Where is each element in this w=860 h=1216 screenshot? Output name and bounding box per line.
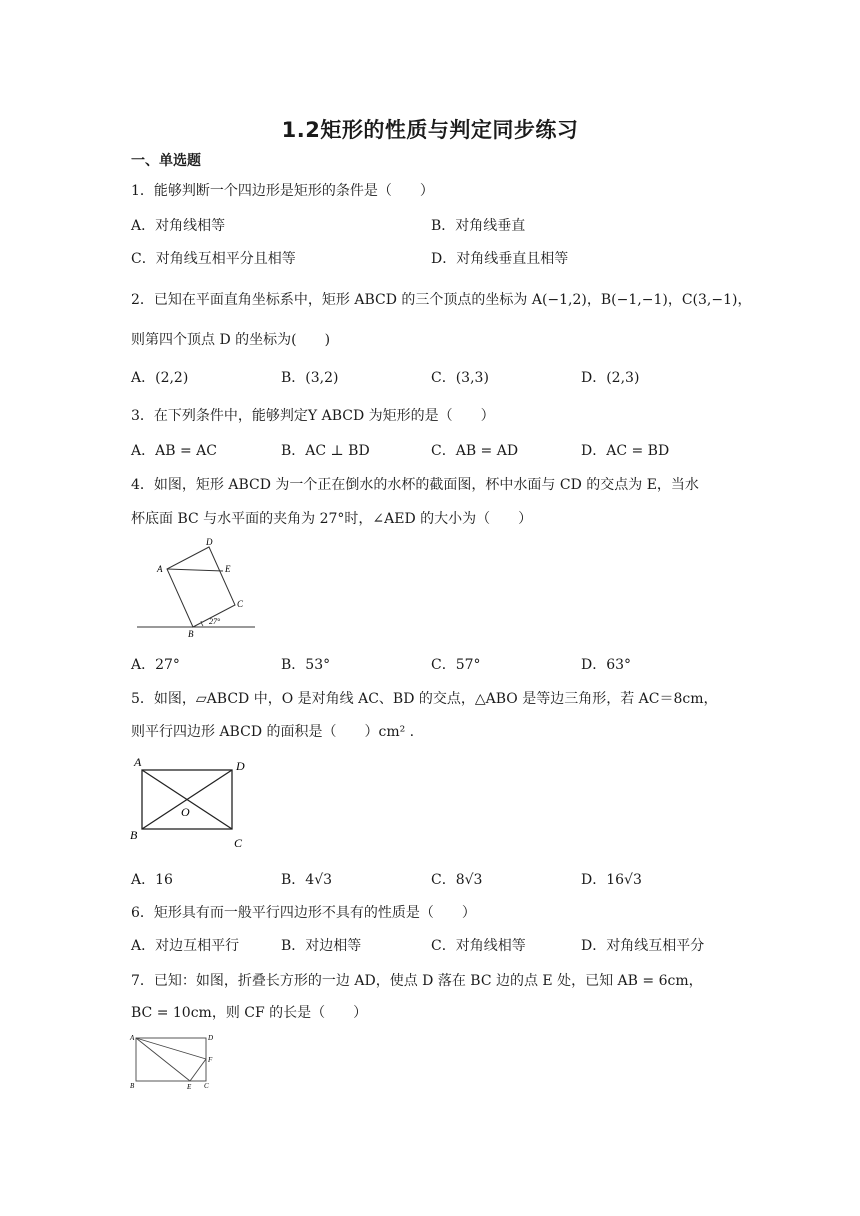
q5-option-a: A．16 [131,872,173,888]
q2-option-c: C．(3,3) [431,370,489,386]
question-1-stem: 1．能够判断一个四边形是矩形的条件是（ ） [131,183,434,199]
q4-option-a: A．27° [131,657,180,673]
question-4-stem-line2: 杯底面 BC 与水平面的夹角为 27°时，∠AED 的大小为（ ） [131,511,533,527]
question-7-stem-line1: 7．已知：如图，折叠长方形的一边 AD，使点 D 落在 BC 边的点 E 处，已知 AB = 6cm， [131,973,703,989]
question-6-stem: 6．矩形具有而一般平行四边形不具有的性质是（ ） [131,905,476,921]
q3-option-b: B．AC ⊥ BD [281,443,370,459]
fig4-label-angle: 27° [209,617,221,626]
question-7-stem-line2: BC = 10cm，则 CF 的长是（ ） [131,1005,368,1021]
fig5-label-o: O [181,805,190,819]
fig7-label-d: D [208,1034,214,1042]
fig5-label-b: B [130,828,138,842]
fig5-label-c: C [234,836,243,850]
q5-option-c: C．8√3 [431,872,483,888]
question-2-stem-line2: 则第四个顶点 D 的坐标为( ) [131,332,331,348]
q3-option-a: A．AB = AC [131,443,217,459]
fig4-label-b: B [188,629,194,639]
q1-option-b: B．对角线垂直 [431,218,526,234]
q4-option-c: C．57° [431,657,481,673]
question-3-stem: 3．在下列条件中，能够判定Y ABCD 为矩形的是（ ） [131,408,495,424]
q6-option-c: C．对角线相等 [431,938,526,954]
fig7-label-b: B [130,1082,135,1090]
fig7-label-c: C [204,1082,209,1090]
fig7-label-e: E [187,1083,192,1091]
question-5-stem-line2: 则平行四边形 ABCD 的面积是（ ）cm² . [131,724,415,740]
question-4-stem-line1: 4．如图，矩形 ABCD 为一个正在倒水的水杯的截面图，杯中水面与 CD 的交点为 E，当水 [131,477,699,493]
q4-option-d: D．63° [581,657,632,673]
q5-option-b: B．4√3 [281,872,333,888]
cup-rectangle-figure [131,535,261,640]
q4-option-b: B．53° [281,657,331,673]
q1-option-d: D．对角线垂直且相等 [431,251,569,267]
fig7-label-a: A [130,1034,135,1042]
parallelogram-figure [128,752,258,852]
q2-option-a: A．(2,2) [131,370,189,386]
q6-option-d: D．对角线互相平分 [581,938,705,954]
question-5-stem-line1: 5．如图，▱ABCD 中，O 是对角线 AC、BD 的交点，△ABO 是等边三角形，若 AC＝8cm， [131,691,718,707]
fig7-label-f: F [208,1056,213,1064]
q6-option-b: B．对边相等 [281,938,362,954]
page-title: 1.2矩形的性质与判定同步练习 [281,118,579,142]
question-2-stem-line1: 2．已知在平面直角坐标系中，矩形 ABCD 的三个顶点的坐标为 A(−1,2)，B(−1,−1)，C(3,−1)， [131,292,752,308]
q2-option-b: B．(3,2) [281,370,339,386]
q3-option-d: D．AC = BD [581,443,670,459]
folded-rectangle-figure [128,1030,218,1092]
q3-option-c: C．AB = AD [431,443,519,459]
fig5-label-d: D [236,759,245,773]
q1-option-a: A．对角线相等 [131,218,226,234]
fig4-label-d: D [206,537,213,547]
fig5-label-a: A [134,755,142,769]
fig4-label-a: A [157,564,163,574]
fig4-label-c: C [237,599,244,609]
fig4-label-e: E [225,564,231,574]
q1-option-c: C．对角线互相平分且相等 [131,251,296,267]
q5-option-d: D．16√3 [581,872,642,888]
section-heading: 一、单选题 [131,153,201,169]
q6-option-a: A．对边互相平行 [131,938,240,954]
q2-option-d: D．(2,3) [581,370,640,386]
